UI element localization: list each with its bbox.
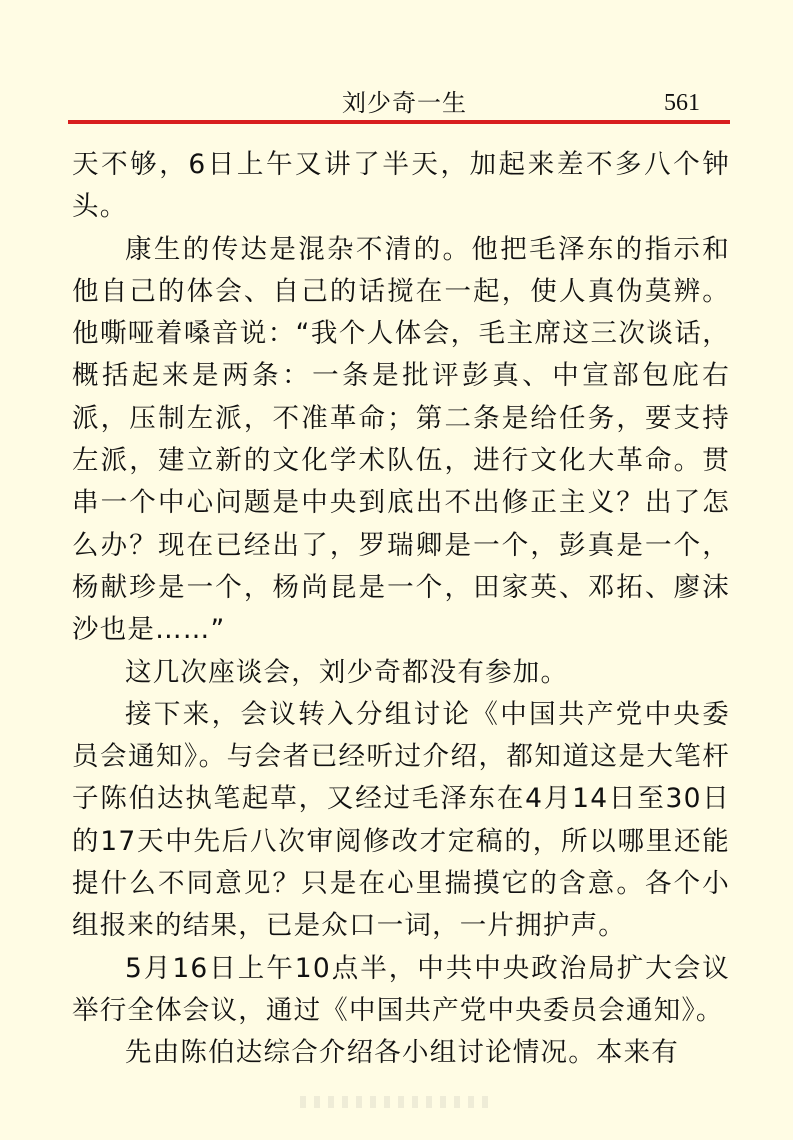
footer-smudge	[300, 1096, 490, 1108]
page-header	[70, 84, 730, 124]
paragraph-kang-sheng: 康生的传达是混杂不清的。他把毛泽东的指示和他自己的体会、自己的话搅在一起，使人真伪莫辨。他嘶哑着嗓音说：“我个人体会，毛主席这三次谈话，概括起来是两条：一条是批评彭真、中宣部包庇右派，压制左派，不准革命；第二条是给任务，要支持左派，建立新的文化学术队伍，进行文化大革命。贯串一个中心问题是中央到底出不出修正主义？出了怎么办？现在已经出了，罗瑞卿是一个，彭真是一个，杨献珍是一个，杨尚昆是一个，田家英、邓拓、廖沫沙也是……”	[72, 233, 730, 646]
body-text	[72, 144, 730, 1075]
paragraph-chen-boda: 先由陈伯达综合介绍各小组讨论情况。本来有	[125, 1037, 679, 1069]
paragraph-may-16: 5月16日上午10点半，中共中央政治局扩大会议举行全体会议，通过《中国共产党中央委员会通知》。	[72, 952, 730, 1026]
running-title: 刘少奇一生	[342, 89, 467, 117]
paragraph-liu-absent: 这几次座谈会，刘少奇都没有参加。	[125, 656, 569, 688]
header-rule	[68, 120, 730, 124]
paragraph-continuation: 天不够，6日上午又讲了半天，加起来差不多八个钟头。	[72, 149, 730, 223]
paragraph-group-discussion: 接下来，会议转入分组讨论《中国共产党中央委员会通知》。与会者已经听过介绍，都知道这是大笔杆子陈伯达执笔起草，又经过毛泽东在4月14日至30日的17天中先后八次审阅修改才定稿的，所以哪里还能提什么不同意见？只是在心里揣摸它的含意。各个小组报来的结果，已是众口一词，一片拥护声。	[72, 698, 730, 942]
page-number: 561	[664, 90, 700, 116]
